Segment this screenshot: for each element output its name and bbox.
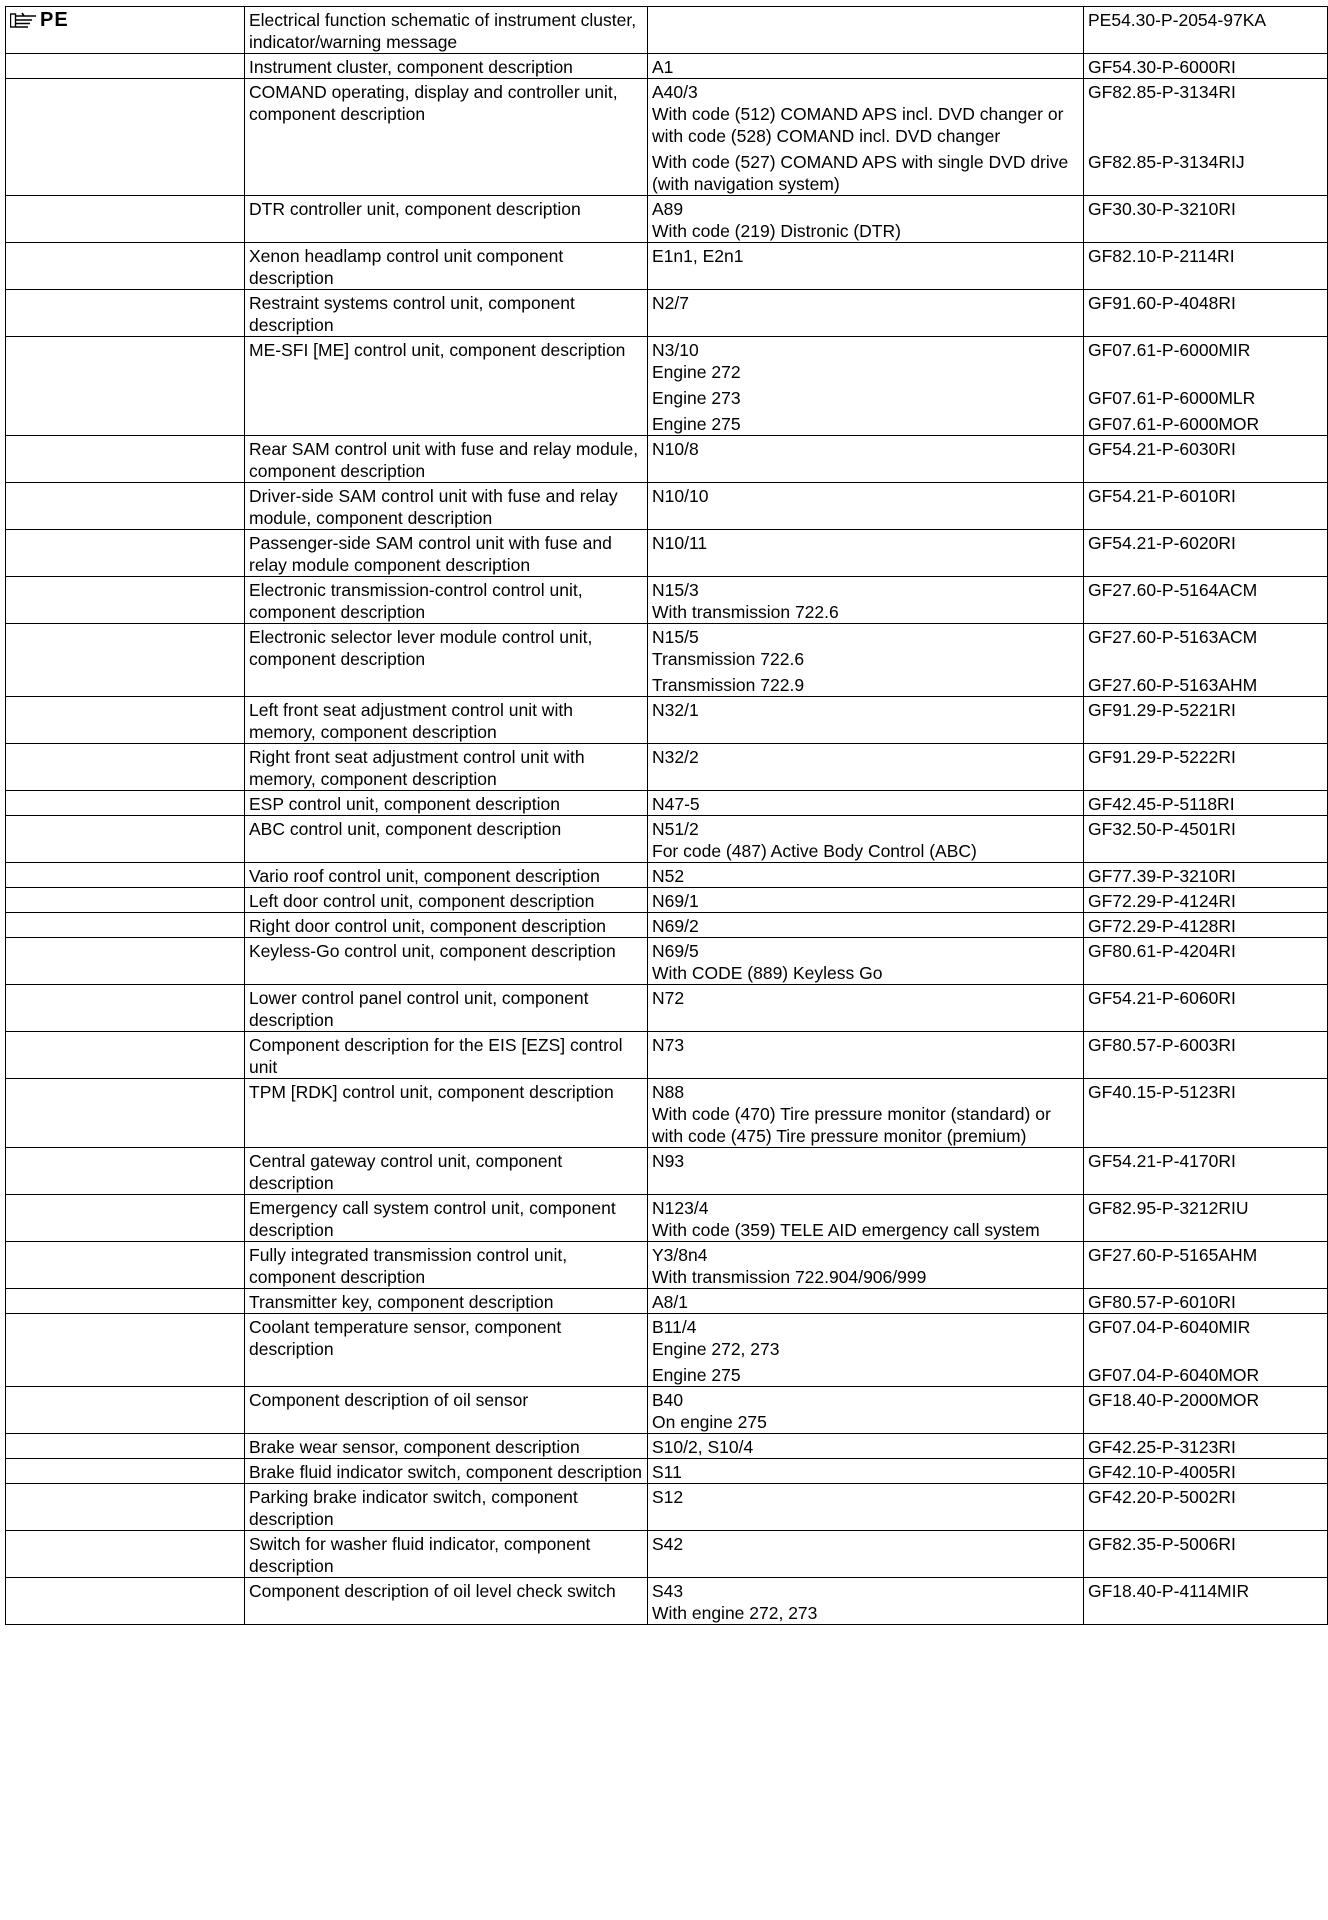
row-designation-line: N10/10: [652, 486, 709, 506]
row-reference-line[interactable]: GF54.21-P-4170RI: [1088, 1151, 1236, 1171]
empty-cell: [6, 54, 245, 79]
empty-cell: [6, 1148, 245, 1195]
row-reference: [1084, 913, 1328, 938]
header-reference[interactable]: PE54.30-P-2054-97KA: [1084, 7, 1328, 54]
row-reference-line[interactable]: GF27.60-P-5163ACM: [1088, 627, 1258, 647]
table-row: [6, 913, 1328, 938]
row-reference-line[interactable]: GF72.29-P-4128RI: [1088, 916, 1236, 936]
table-row: [6, 1387, 1328, 1434]
row-designation: [648, 1195, 1084, 1242]
row-reference: [1084, 243, 1328, 290]
table-row: [6, 1531, 1328, 1578]
row-designation-line: E1n1, E2n1: [652, 246, 744, 266]
row-reference-line[interactable]: GF80.57-P-6010RI: [1088, 1292, 1236, 1312]
row-description: Central gateway control unit, component description: [245, 1148, 648, 1195]
row-reference: [1084, 1289, 1328, 1314]
row-designation-line: N93: [652, 1151, 685, 1171]
table-row: [6, 1578, 1328, 1625]
table-row: [6, 243, 1328, 290]
row-description: Transmitter key, component description: [245, 1289, 648, 1314]
row-reference-line[interactable]: GF27.60-P-5165AHM: [1088, 1245, 1258, 1265]
row-designation: [648, 938, 1084, 985]
row-description: Keyless-Go control unit, component description: [245, 938, 648, 985]
empty-cell: [6, 290, 245, 337]
row-reference: [1084, 1459, 1328, 1484]
row-reference: [1084, 290, 1328, 337]
row-description: Component description for the EIS [EZS] control unit: [245, 1032, 648, 1079]
row-reference: [1084, 1242, 1328, 1289]
row-description: Brake wear sensor, component description: [245, 1434, 648, 1459]
row-reference: [1084, 1578, 1328, 1625]
row-reference: [1084, 1484, 1328, 1531]
row-reference-line[interactable]: GF54.21-P-6060RI: [1088, 988, 1236, 1008]
table-row: [6, 816, 1328, 863]
row-reference-line[interactable]: GF07.61-P-6000MLR: [1088, 388, 1256, 408]
table-row: [6, 697, 1328, 744]
row-reference-line[interactable]: GF42.25-P-3123RI: [1088, 1437, 1236, 1457]
row-reference: [1084, 1148, 1328, 1195]
row-designation-line: N32/1: [652, 700, 699, 720]
row-designation: [648, 1459, 1084, 1484]
pointing-hand-icon: [10, 12, 38, 28]
row-reference: [1084, 1531, 1328, 1578]
empty-cell: [6, 791, 245, 816]
row-designation-line: N69/1: [652, 891, 699, 911]
row-description: Driver-side SAM control unit with fuse and relay module, component description: [245, 483, 648, 530]
empty-cell: [6, 1531, 245, 1578]
table-row: [6, 79, 1328, 196]
row-reference-line[interactable]: GF72.29-P-4124RI: [1088, 891, 1236, 911]
row-reference: [1084, 863, 1328, 888]
row-reference-line[interactable]: GF91.29-P-5222RI: [1088, 747, 1236, 767]
empty-cell: [6, 1032, 245, 1079]
row-designation: [648, 791, 1084, 816]
table-row: [6, 791, 1328, 816]
row-description: Component description of oil level check switch: [245, 1578, 648, 1625]
row-reference-line[interactable]: GF54.21-P-6020RI: [1088, 533, 1236, 553]
table-row: [6, 196, 1328, 243]
table-row: [6, 436, 1328, 483]
row-reference-line[interactable]: GF82.85-P-3134RIJ: [1088, 152, 1245, 172]
empty-cell: [6, 1289, 245, 1314]
row-designation-line: A1: [652, 57, 674, 77]
row-designation-line: Transmission 722.9: [652, 675, 805, 695]
row-designation-line: N69/2: [652, 916, 699, 936]
table-row: [6, 530, 1328, 577]
row-reference-line[interactable]: GF07.04-P-6040MIR: [1088, 1317, 1251, 1337]
row-designation: [648, 697, 1084, 744]
row-reference: [1084, 483, 1328, 530]
row-designation-line: S12: [652, 1487, 684, 1507]
row-reference: [1084, 985, 1328, 1032]
table-row: [6, 337, 1328, 436]
table-row: [6, 1314, 1328, 1387]
row-designation: [648, 196, 1084, 243]
empty-cell: [6, 888, 245, 913]
row-designation: [648, 1032, 1084, 1079]
row-reference-line[interactable]: GF91.60-P-4048RI: [1088, 293, 1236, 313]
row-reference-line[interactable]: GF42.20-P-5002RI: [1088, 1487, 1236, 1507]
row-designation-line: N51/2 For code (487) Active Body Control (ABC): [652, 819, 977, 861]
row-designation: [648, 1484, 1084, 1531]
row-designation: [648, 913, 1084, 938]
row-reference-line[interactable]: GF07.04-P-6040MOR: [1088, 1365, 1260, 1385]
table-row: [6, 54, 1328, 79]
row-description: TPM [RDK] control unit, component description: [245, 1079, 648, 1148]
row-reference: [1084, 54, 1328, 79]
table-row: [6, 938, 1328, 985]
row-designation-line: N32/2: [652, 747, 699, 767]
table-row: [6, 483, 1328, 530]
row-designation-line: N10/8: [652, 439, 699, 459]
row-reference-line[interactable]: GF18.40-P-2000MOR: [1088, 1390, 1260, 1410]
table-row: [6, 1195, 1328, 1242]
row-designation-line: N69/5 With CODE (889) Keyless Go: [652, 941, 883, 983]
row-reference: [1084, 791, 1328, 816]
row-description: Rear SAM control unit with fuse and relay module, component description: [245, 436, 648, 483]
row-description: ME-SFI [ME] control unit, component description: [245, 337, 648, 436]
row-reference: [1084, 436, 1328, 483]
row-designation: [648, 863, 1084, 888]
row-reference-line[interactable]: GF27.60-P-5164ACM: [1088, 580, 1258, 600]
row-designation: [648, 888, 1084, 913]
row-designation: [648, 744, 1084, 791]
table-row: [6, 624, 1328, 697]
row-description: Right door control unit, component description: [245, 913, 648, 938]
empty-cell: [6, 816, 245, 863]
row-reference-line[interactable]: GF30.30-P-3210RI: [1088, 199, 1236, 219]
row-designation-line: N3/10 Engine 272: [652, 340, 741, 382]
empty-cell: [6, 1578, 245, 1625]
row-designation: [648, 290, 1084, 337]
empty-cell: [6, 1242, 245, 1289]
row-description: Left front seat adjustment control unit with memory, component description: [245, 697, 648, 744]
row-reference: [1084, 196, 1328, 243]
row-description: Electronic selector lever module control unit, component description: [245, 624, 648, 697]
empty-cell: [6, 79, 245, 196]
table-row: [6, 1148, 1328, 1195]
empty-cell: [6, 697, 245, 744]
row-designation: [648, 1531, 1084, 1578]
row-description: ESP control unit, component description: [245, 791, 648, 816]
row-designation: [648, 483, 1084, 530]
row-reference-line[interactable]: GF82.95-P-3212RIU: [1088, 1198, 1249, 1218]
reference-table: [5, 6, 1328, 1625]
table-row: [6, 1032, 1328, 1079]
row-reference: [1084, 577, 1328, 624]
row-designation: [648, 1387, 1084, 1434]
table-row: [6, 744, 1328, 791]
row-reference-line[interactable]: GF54.21-P-6010RI: [1088, 486, 1236, 506]
table-row: [6, 888, 1328, 913]
table-row: [6, 1459, 1328, 1484]
row-designation-line: S43 With engine 272, 273: [652, 1581, 818, 1623]
row-reference: [1084, 1387, 1328, 1434]
row-reference-line[interactable]: GF42.45-P-5118RI: [1088, 794, 1235, 814]
table-row: [6, 985, 1328, 1032]
table-row: [6, 863, 1328, 888]
row-reference-line[interactable]: GF82.85-P-3134RI: [1088, 82, 1236, 102]
row-designation-line: N15/5 Transmission 722.6: [652, 627, 805, 669]
row-designation-line: Engine 275: [652, 414, 741, 434]
row-designation-line: A89 With code (219) Distronic (DTR): [652, 199, 901, 241]
empty-cell: [6, 985, 245, 1032]
row-designation: [648, 1148, 1084, 1195]
row-reference: [1084, 1195, 1328, 1242]
empty-cell: [6, 1079, 245, 1148]
row-reference: [1084, 79, 1328, 196]
empty-cell: [6, 1459, 245, 1484]
row-designation: [648, 1434, 1084, 1459]
row-reference: [1084, 697, 1328, 744]
row-reference-line[interactable]: GF54.30-P-6000RI: [1088, 57, 1236, 77]
empty-cell: [6, 243, 245, 290]
row-reference: [1084, 624, 1328, 697]
row-description: Coolant temperature sensor, component description: [245, 1314, 648, 1387]
row-reference: [1084, 530, 1328, 577]
row-designation: [648, 79, 1084, 196]
row-description: Xenon headlamp control unit component description: [245, 243, 648, 290]
header-designation: [648, 7, 1084, 54]
empty-cell: [6, 938, 245, 985]
row-reference-line[interactable]: GF40.15-P-5123RI: [1088, 1082, 1236, 1102]
table-row: [6, 1079, 1328, 1148]
row-designation-line: N88 With code (470) Tire pressure monitor (standard) or with code (475) Tire pressure monitor (premium): [652, 1082, 1051, 1146]
row-designation-line: S10/2, S10/4: [652, 1437, 754, 1457]
table-row: [6, 1434, 1328, 1459]
row-designation: [648, 1578, 1084, 1625]
empty-cell: [6, 1484, 245, 1531]
row-description: Left door control unit, component description: [245, 888, 648, 913]
row-description: Parking brake indicator switch, component description: [245, 1484, 648, 1531]
row-description: Component description of oil sensor: [245, 1387, 648, 1434]
marker-label: PE: [40, 9, 69, 31]
row-reference-line[interactable]: GF07.61-P-6000MOR: [1088, 414, 1260, 434]
row-designation-line: S42: [652, 1534, 684, 1554]
row-designation-line: Engine 275: [652, 1365, 741, 1385]
empty-cell: [6, 1434, 245, 1459]
row-reference: [1084, 337, 1328, 436]
header-row: [6, 7, 1328, 54]
row-designation-line: N72: [652, 988, 685, 1008]
row-designation-line: B40 On engine 275: [652, 1390, 767, 1432]
row-description: ABC control unit, component description: [245, 816, 648, 863]
row-reference-line[interactable]: GF54.21-P-6030RI: [1088, 439, 1236, 459]
empty-cell: [6, 337, 245, 436]
empty-cell: [6, 483, 245, 530]
row-reference: [1084, 1079, 1328, 1148]
row-designation-line: A8/1: [652, 1292, 688, 1312]
row-description: Vario roof control unit, component description: [245, 863, 648, 888]
row-designation-line: N123/4 With code (359) TELE AID emergency call system: [652, 1198, 1040, 1240]
row-reference-line[interactable]: GF91.29-P-5221RI: [1088, 700, 1236, 720]
row-reference: [1084, 938, 1328, 985]
row-reference-line[interactable]: GF07.61-P-6000MIR: [1088, 340, 1251, 360]
row-reference-line[interactable]: GF18.40-P-4114MIR: [1088, 1581, 1250, 1601]
row-designation: [648, 816, 1084, 863]
row-designation-line: Engine 273: [652, 388, 741, 408]
row-description: COMAND operating, display and controller unit, component description: [245, 79, 648, 196]
row-designation-line: N2/7: [652, 293, 689, 313]
row-designation-line: N47-5: [652, 794, 700, 814]
row-designation: [648, 436, 1084, 483]
empty-cell: [6, 530, 245, 577]
marker-cell: [6, 7, 245, 54]
row-reference: [1084, 744, 1328, 791]
row-designation: [648, 530, 1084, 577]
row-reference-line[interactable]: GF80.61-P-4204RI: [1088, 941, 1236, 961]
table-row: [6, 1242, 1328, 1289]
row-designation-line: A40/3 With code (512) COMAND APS incl. DVD changer or with code (528) COMAND incl. DVD changer: [652, 82, 1064, 146]
row-reference: [1084, 1434, 1328, 1459]
row-reference: [1084, 888, 1328, 913]
table-row: [6, 577, 1328, 624]
row-designation-line: N73: [652, 1035, 685, 1055]
empty-cell: [6, 863, 245, 888]
empty-cell: [6, 196, 245, 243]
row-description: Passenger-side SAM control unit with fuse and relay module component description: [245, 530, 648, 577]
row-designation-line: Y3/8n4 With transmission 722.904/906/999: [652, 1245, 927, 1287]
row-designation-line: N10/11: [652, 533, 708, 553]
row-description: DTR controller unit, component description: [245, 196, 648, 243]
row-designation: [648, 577, 1084, 624]
empty-cell: [6, 1195, 245, 1242]
row-designation: [648, 243, 1084, 290]
row-description: Emergency call system control unit, component description: [245, 1195, 648, 1242]
row-designation-line: S11: [652, 1462, 682, 1482]
row-description: Switch for washer fluid indicator, component description: [245, 1531, 648, 1578]
row-description: Instrument cluster, component description: [245, 54, 648, 79]
table-row: [6, 1484, 1328, 1531]
row-reference-line[interactable]: GF80.57-P-6003RI: [1088, 1035, 1236, 1055]
row-reference-line[interactable]: GF82.35-P-5006RI: [1088, 1534, 1236, 1554]
empty-cell: [6, 577, 245, 624]
row-description: Electronic transmission-control control unit, component description: [245, 577, 648, 624]
row-designation-line: N52: [652, 866, 685, 886]
row-description: Brake fluid indicator switch, component description: [245, 1459, 648, 1484]
row-reference: [1084, 1032, 1328, 1079]
row-description: Lower control panel control unit, component description: [245, 985, 648, 1032]
empty-cell: [6, 1314, 245, 1387]
row-reference-line[interactable]: GF82.10-P-2114RI: [1088, 246, 1235, 266]
row-designation: [648, 1242, 1084, 1289]
empty-cell: [6, 436, 245, 483]
row-description: Fully integrated transmission control unit, component description: [245, 1242, 648, 1289]
row-designation: [648, 1079, 1084, 1148]
row-designation-line: With code (527) COMAND APS with single DVD drive (with navigation system): [652, 152, 1069, 194]
row-designation: [648, 337, 1084, 436]
row-designation-line: B11/4 Engine 272, 273: [652, 1317, 780, 1359]
row-designation-line: N15/3 With transmission 722.6: [652, 580, 839, 622]
row-description: Restraint systems control unit, component description: [245, 290, 648, 337]
header-description: Electrical function schematic of instrument cluster, indicator/warning message: [245, 7, 648, 54]
empty-cell: [6, 744, 245, 791]
row-reference-line[interactable]: GF42.10-P-4005RI: [1088, 1462, 1236, 1482]
row-designation: [648, 54, 1084, 79]
row-designation: [648, 1314, 1084, 1387]
row-designation: [648, 985, 1084, 1032]
table-body: [6, 7, 1328, 1625]
row-reference-line[interactable]: GF32.50-P-4501RI: [1088, 819, 1236, 839]
empty-cell: [6, 1387, 245, 1434]
empty-cell: [6, 624, 245, 697]
row-reference-line[interactable]: GF27.60-P-5163AHM: [1088, 675, 1258, 695]
table-row: [6, 1289, 1328, 1314]
table-row: [6, 290, 1328, 337]
row-designation: [648, 1289, 1084, 1314]
row-description: Right front seat adjustment control unit with memory, component description: [245, 744, 648, 791]
row-designation: [648, 624, 1084, 697]
row-reference: [1084, 816, 1328, 863]
row-reference-line[interactable]: GF77.39-P-3210RI: [1088, 866, 1236, 886]
row-reference: [1084, 1314, 1328, 1387]
empty-cell: [6, 913, 245, 938]
